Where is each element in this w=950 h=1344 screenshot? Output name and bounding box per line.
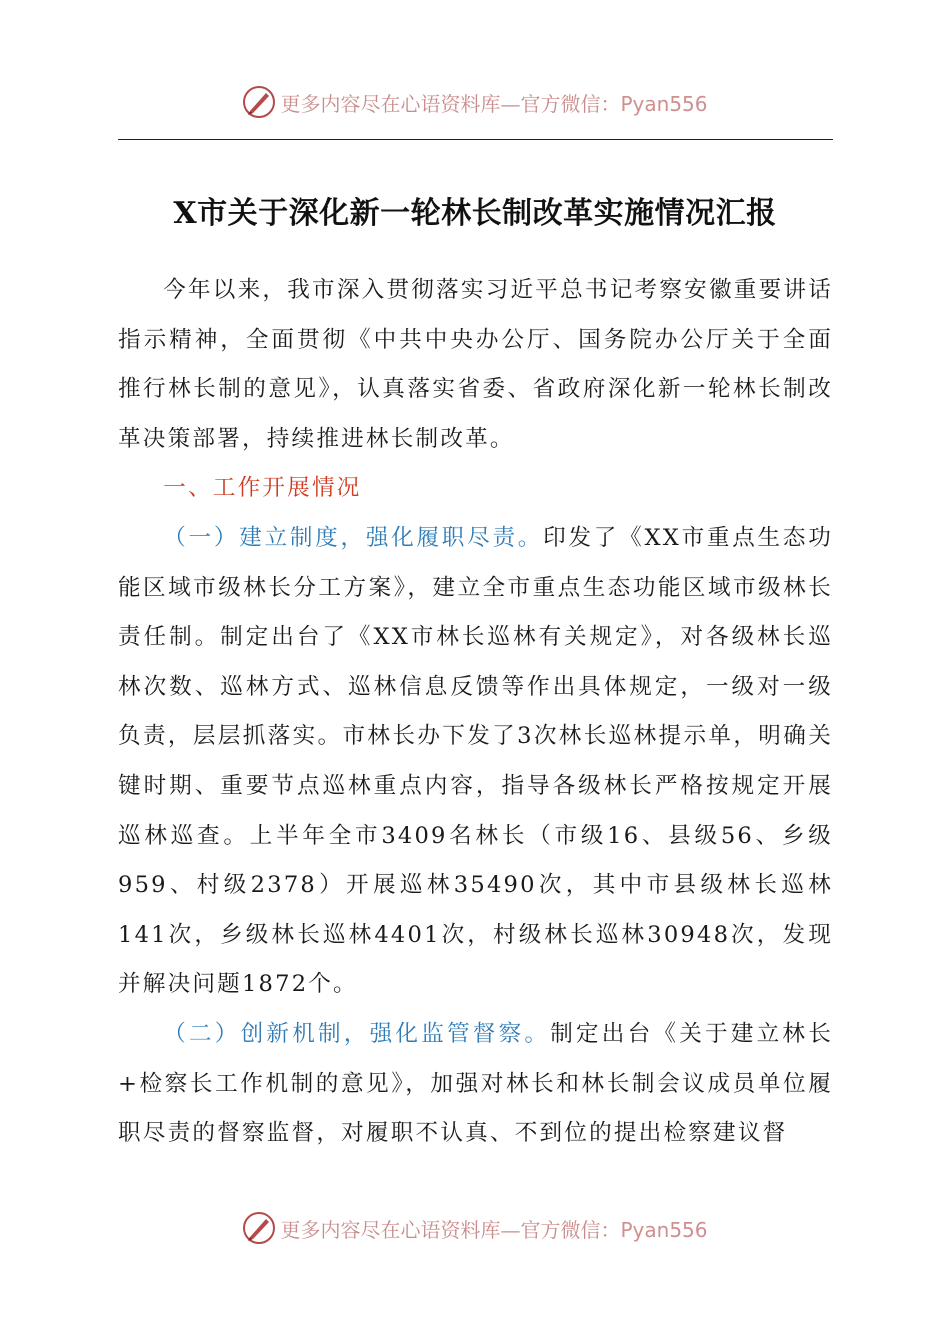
pen-logo-icon	[242, 1211, 276, 1245]
watermark-wechat: Pyan556	[620, 1217, 708, 1242]
paragraph-item-1	[118, 514, 833, 1010]
section-heading: 一、工作开展情况	[163, 475, 362, 502]
watermark-text: 更多内容尽在心语资料库—官方微信：	[280, 91, 621, 116]
watermark-text: 更多内容尽在心语资料库—官方微信：	[280, 1217, 621, 1242]
intro-paragraph: 今年以来，我市深入贯彻落实习近平总书记考察安徽重要讲话指示精神，全面贯彻《中共中央办公厅、国务院办公厅关于全面推行林长制的意见》，认真落实省委、省政府深化新一轮林长制改革决策部署，持续推进林长制改革。	[118, 277, 833, 452]
watermark-footer	[0, 1208, 950, 1248]
document-body	[118, 266, 833, 1159]
paragraph-item-2	[118, 1010, 833, 1159]
watermark-wechat: Pyan556	[620, 91, 708, 116]
header-divider	[118, 139, 833, 140]
document-title: X市关于深化新一轮林长制改革实施情况汇报	[173, 196, 777, 231]
item-1-heading: （一）建立制度，强化履职尽责。	[163, 524, 544, 551]
item-2-heading: （二）创新机制，强化监管督察。	[163, 1020, 551, 1047]
item-1-text: 印发了《XX市重点生态功能区域市级林长分工方案》，建立全市重点生态功能区域市级林长责任制。制定出台了《XX市林长巡林有关规定》，对各级林长巡林次数、巡林方式、巡林信息反馈等作出具体规定，一级对一级负责，层层抓落实。市林长办下发了3次林长巡林提示单，明确关键时期、重要节点巡林重点内容，指导各级林长严格按规定开展巡林巡查。上半年全市3409名林长（市级16、县级56、乡级959、村级2378）开展巡林35490次，其中市县级林长巡林141次，乡级林长巡林4401次，村级林长巡林30948次，发现并解决问题1872个。	[118, 524, 834, 998]
item-2-text: 制定出台《关于建立林长+检察长工作机制的意见》，加强对林长和林长制会议成员单位履职尽责的督察监督，对履职不认真、不到位的提出检察建议督	[118, 1020, 834, 1147]
pen-logo-icon	[242, 85, 276, 119]
watermark-header	[0, 82, 950, 122]
